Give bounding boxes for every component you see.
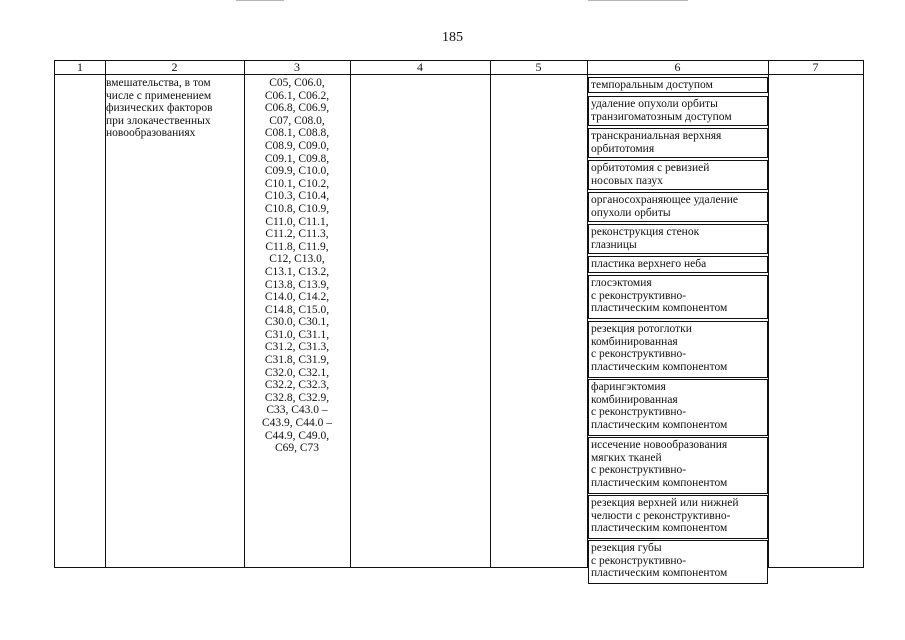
column-header-1: 1 [77,60,83,74]
procedure-item: темпоральным доступом [588,77,768,93]
procedure-item: органосохраняющее удаление опухоли орбиты [588,192,768,222]
procedure-item: транскраниальная верхняя орбитотомия [588,128,768,158]
column-header-4: 4 [417,60,423,74]
column-header-2: 2 [171,60,178,74]
top-rule-right [588,0,688,1]
column-header-7: 7 [812,60,819,74]
header-divider [55,74,863,75]
column-divider [350,61,351,567]
procedure-item: резекция верхней или нижней челюсти с реконструктивно- пластическим компонентом [588,495,768,539]
procedure-item: реконструкция стенок глазницы [588,224,768,254]
column-divider [768,61,769,567]
procedure-item: орбитотомия с ревизией носовых пазух [588,160,768,190]
page-number: 185 [442,30,463,45]
procedure-item: иссечение новообразования мягких тканей с реконструктивно- пластическим компонентом [588,437,768,494]
column-header-6: 6 [674,60,681,74]
intervention-description: вмешательства, в том числе с применением физических факторов при злокачественных новообразованиях [106,77,213,140]
column-header-5: 5 [535,60,542,74]
column-divider [490,61,491,567]
procedure-item: резекция ротоглотки комбинированная с реконструктивно- пластическим компонентом [588,321,768,378]
top-rule-left [236,0,284,1]
procedure-item: глосэктомия с реконструктивно- пластическим компонентом [588,275,768,319]
diagnosis-codes: C05, C06.0, C06.1, C06.2, C06.8, C06.9, C07, C08.0, C08.1, C08.8, C08.9, C09.0, C09.1, C09.8, C09.9, C10.0, C10.1, C10.2, C10.3, C10.4, C10.8, C10.9, C11.0, C11.1, C11.2, C11.3, C11.8, C11.9, C12, C13.0, C13.1, C13.2, C13.8, C13.9, C14.0, C14.2, C14.8, C15.0, C30.0, C30.1, C31.0, C31.1, C31.2, C31.3, C31.8, C31.9, C32.0, C32.1, C32.2, C32.3, C32.8, C32.9, C33, C43.0 – C43.9, C44.0 – C44.9, C49.0, C69, C73 [262,77,332,455]
procedure-item: удаление опухоли орбиты транзигоматозным доступом [588,96,768,126]
procedure-item: резекция губы с реконструктивно- пластическим компонентом [588,540,768,584]
procedure-item: пластика верхнего неба [588,256,768,273]
column-header-3: 3 [294,60,300,74]
document-table [54,60,864,580]
procedure-item: фарингэктомия комбинированная с реконструктивно- пластическим компонентом [588,379,768,436]
